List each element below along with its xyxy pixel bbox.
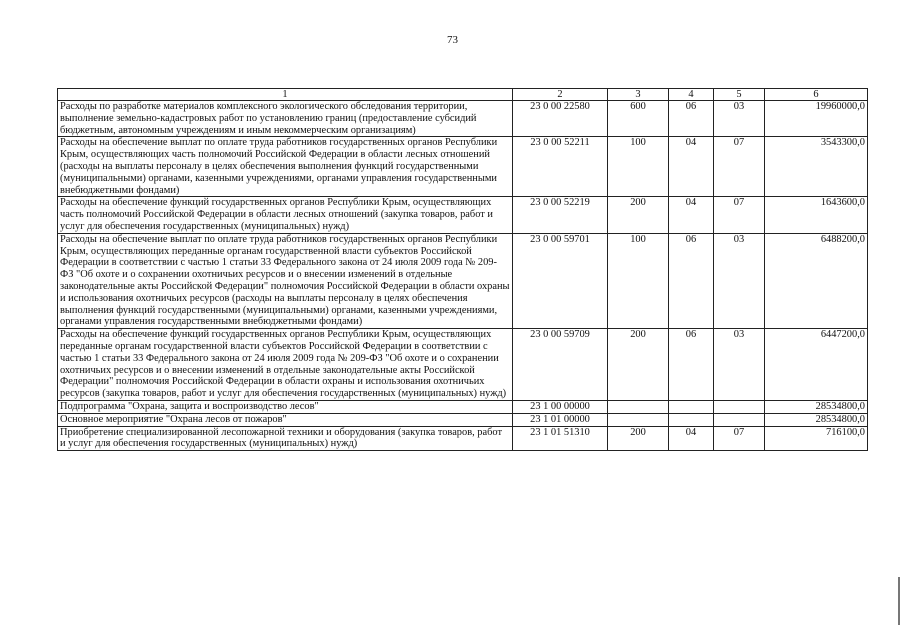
row-subsection: 03 xyxy=(714,101,765,137)
row-description: Приобретение специализированной лесопожарной техники и оборудования (закупка товаров, работ и услуг для обеспечения государственных (муниципальных) нужд) xyxy=(58,426,513,451)
row-amount: 6447200,0 xyxy=(765,329,868,401)
row-section xyxy=(669,400,714,413)
row-description: Расходы по разработке материалов комплексного экологического обследования территории, выполнение земельно-кадастровых работ по установлению границ (предоставление субсидий бюджетным, автономным учреждениям и иным некоммерческим организациям) xyxy=(58,101,513,137)
row-type xyxy=(608,400,669,413)
row-type: 200 xyxy=(608,197,669,233)
row-type: 100 xyxy=(608,137,669,197)
table-row xyxy=(58,400,868,413)
row-type: 200 xyxy=(608,329,669,401)
table-header-row xyxy=(58,89,868,101)
row-section xyxy=(669,413,714,426)
row-code: 23 1 00 00000 xyxy=(513,400,608,413)
table-row xyxy=(58,197,868,233)
row-type: 600 xyxy=(608,101,669,137)
row-amount: 28534800,0 xyxy=(765,413,868,426)
row-subsection: 07 xyxy=(714,197,765,233)
table-row xyxy=(58,413,868,426)
row-section: 04 xyxy=(669,426,714,451)
row-type xyxy=(608,413,669,426)
row-description: Расходы на обеспечение выплат по оплате труда работников государственных органов Республики Крым, осуществляющих переданные органам государственной власти субъектов Российской Федерации в соответствии с частью 1 статьи 33 Федерального закона от 24 июля 2009 года № 209-ФЗ "Об охоте и о сохранении охотничьих ресурсов и о внесении изменений в отдельные законодательные акты Российской Федерации" полномочия Российской Федерации в области охраны и использования охотничьих ресурсов (расходы на выплаты персоналу в целях обеспечения выполнения функций государственными (муниципальными) органами, казенными учреждениями, органами управления государственными внебюджетными фондами) xyxy=(58,233,513,328)
row-subsection xyxy=(714,400,765,413)
row-type: 100 xyxy=(608,233,669,328)
row-section: 06 xyxy=(669,233,714,328)
column-header: 1 xyxy=(58,89,513,101)
scan-edge-mark xyxy=(898,577,900,625)
row-subsection: 07 xyxy=(714,137,765,197)
row-subsection: 07 xyxy=(714,426,765,451)
row-amount: 28534800,0 xyxy=(765,400,868,413)
row-code: 23 1 01 51310 xyxy=(513,426,608,451)
column-header: 6 xyxy=(765,89,868,101)
row-type: 200 xyxy=(608,426,669,451)
budget-table xyxy=(57,88,868,451)
row-code: 23 0 00 52219 xyxy=(513,197,608,233)
row-section: 06 xyxy=(669,329,714,401)
row-description: Подпрограмма "Охрана, защита и воспроизводство лесов" xyxy=(58,400,513,413)
column-header: 3 xyxy=(608,89,669,101)
row-code: 23 0 00 59709 xyxy=(513,329,608,401)
row-amount: 19960000,0 xyxy=(765,101,868,137)
row-amount: 716100,0 xyxy=(765,426,868,451)
row-description: Расходы на обеспечение функций государственных органов Республики Крым, осуществляющих переданные органам государственной власти субъектов Российской Федерации в соответствии с частью 1 статьи 33 Федерального закона от 24 июля 2009 года № 209-ФЗ "Об охоте и о сохранении охотничьих ресурсов и о внесении изменений в отдельные законодательные акты Российской Федерации" полномочия Российской Федерации в области охраны и использования охотничьих ресурсов (закупка товаров, работ и услуг для обеспечения государственных (муниципальных) нужд) xyxy=(58,329,513,401)
column-header: 4 xyxy=(669,89,714,101)
row-description: Основное мероприятие "Охрана лесов от пожаров" xyxy=(58,413,513,426)
row-code: 23 0 00 59701 xyxy=(513,233,608,328)
row-subsection: 03 xyxy=(714,233,765,328)
row-section: 06 xyxy=(669,101,714,137)
page-number: 73 xyxy=(447,34,458,46)
row-subsection: 03 xyxy=(714,329,765,401)
row-code: 23 0 00 52211 xyxy=(513,137,608,197)
table-row xyxy=(58,137,868,197)
row-section: 04 xyxy=(669,197,714,233)
column-header: 5 xyxy=(714,89,765,101)
row-amount: 3543300,0 xyxy=(765,137,868,197)
row-code: 23 0 00 22580 xyxy=(513,101,608,137)
row-code: 23 1 01 00000 xyxy=(513,413,608,426)
table-row xyxy=(58,329,868,401)
table-row xyxy=(58,426,868,451)
table-row xyxy=(58,101,868,137)
table-row xyxy=(58,233,868,328)
column-header: 2 xyxy=(513,89,608,101)
row-amount: 1643600,0 xyxy=(765,197,868,233)
row-description: Расходы на обеспечение выплат по оплате труда работников государственных органов Республики Крым, осуществляющих часть полномочий Российской Федерации в области лесных отношений (расходы на выплаты персоналу в целях обеспечения выполнения функций государственными (муниципальными) органами, казенными учреждениями, органами управления государственными внебюджетными фондами) xyxy=(58,137,513,197)
row-amount: 6488200,0 xyxy=(765,233,868,328)
row-subsection xyxy=(714,413,765,426)
row-section: 04 xyxy=(669,137,714,197)
row-description: Расходы на обеспечение функций государственных органов Республики Крым, осуществляющих часть полномочий Российской Федерации в области лесных отношений (закупка товаров, работ и услуг для обеспечения государственных (муниципальных) нужд) xyxy=(58,197,513,233)
